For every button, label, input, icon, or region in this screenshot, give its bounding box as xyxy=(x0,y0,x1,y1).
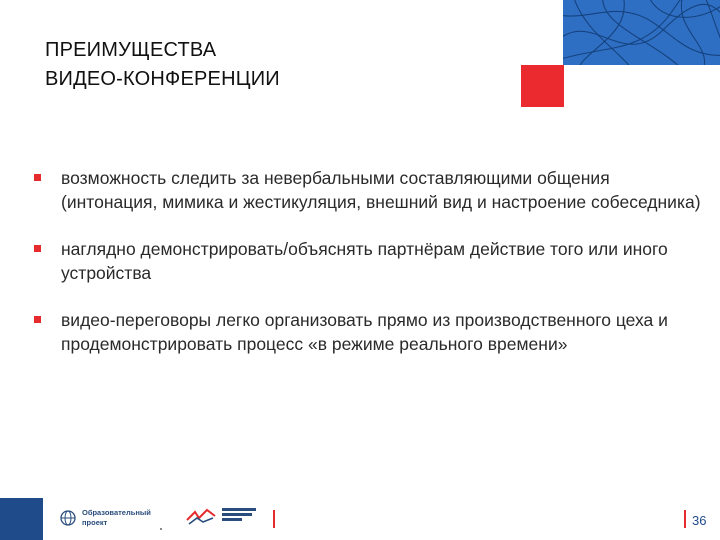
slide-title xyxy=(45,36,280,94)
bullet-marker-icon xyxy=(34,316,41,323)
footer-dot xyxy=(160,528,162,530)
globe-icon xyxy=(60,510,76,526)
bullet-list xyxy=(34,166,704,379)
list-item xyxy=(34,166,704,214)
list-item xyxy=(34,237,704,285)
partner-logo-fine-print xyxy=(222,508,256,521)
slide-title-line-1: ПРЕИМУЩЕСТВА xyxy=(45,39,217,61)
footer-separator xyxy=(273,510,275,528)
bullet-text: возможность следить за невербальными составляющими общения (интонация, мимика и жестикуляция, внешний вид и настроение собеседника) xyxy=(61,168,701,212)
decorative-red-square xyxy=(521,65,564,107)
bullet-text: наглядно демонстрировать/объяснять партнёрам действие того или иного устройства xyxy=(61,239,668,283)
slide-title-line-2: ВИДЕО-КОНФЕРЕНЦИИ xyxy=(45,68,280,90)
partner-logo-mark-icon xyxy=(185,506,219,528)
decorative-pattern-image xyxy=(563,0,720,65)
footer-blue-block xyxy=(0,498,43,540)
partner-logo xyxy=(185,506,275,532)
page-number-separator xyxy=(684,510,686,528)
bullet-marker-icon xyxy=(34,245,41,252)
education-project-logo xyxy=(60,508,170,530)
page-number: 36 xyxy=(692,513,707,528)
logo-text-line-1: Образовательный xyxy=(82,508,151,517)
list-item xyxy=(34,308,704,356)
bullet-text: видео-переговоры легко организовать прямо из производственного цеха и продемонстрировать процесс «в режиме реального времени» xyxy=(61,310,668,354)
bullet-marker-icon xyxy=(34,174,41,181)
logo-text-line-2: проект xyxy=(82,518,108,527)
